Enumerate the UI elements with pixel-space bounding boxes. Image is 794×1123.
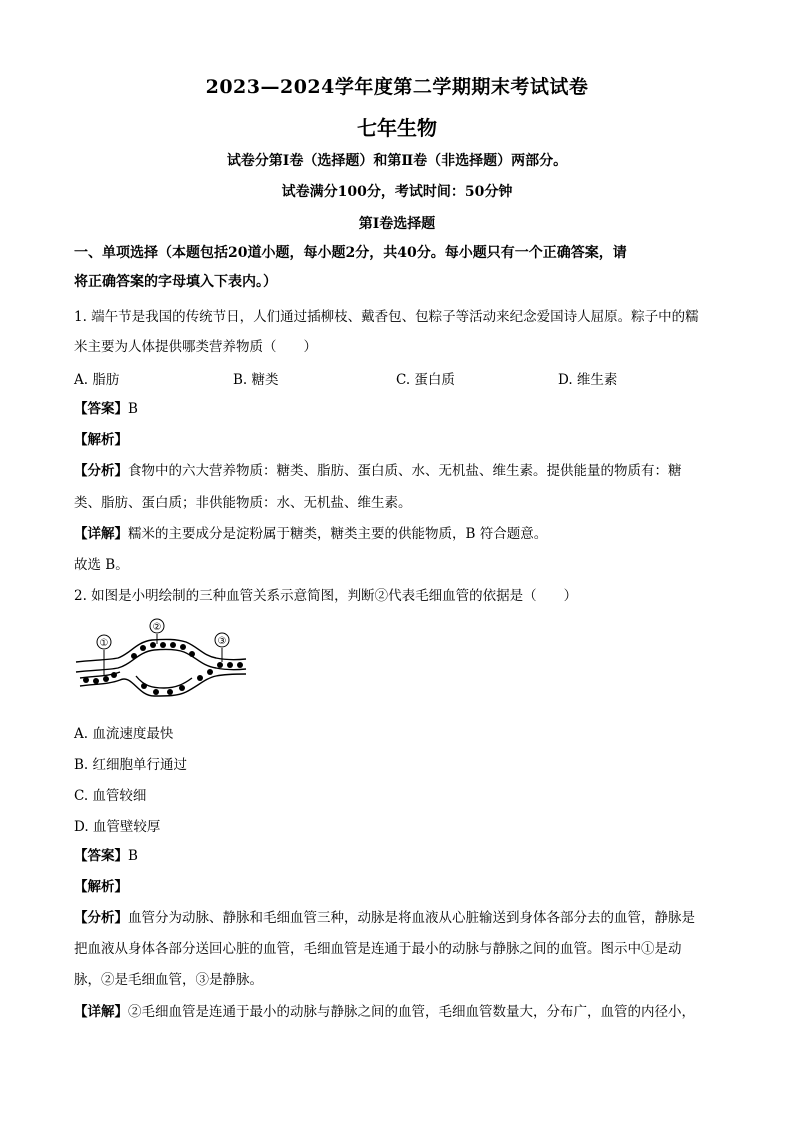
q1-option-a: A. 脂肪 xyxy=(74,372,120,388)
exam-title: 2023—2024学年度第二学期期末考试试卷 xyxy=(205,76,589,98)
q2-option-d: D. 血管壁较厚 xyxy=(74,819,161,835)
q1-stem-line-2: 米主要为人体提供哪类营养物质（ ） xyxy=(74,339,317,355)
q2-analysis-tag: 【解析】 xyxy=(74,879,128,895)
q1-fenxi-text-1: 食物中的六大营养物质：糖类、脂肪、蛋白质、水、无机盐、维生素。提供能量的物质有：糖 xyxy=(128,463,682,479)
q1-option-c: C. 蛋白质 xyxy=(396,372,455,388)
label-3: ③ xyxy=(217,636,227,647)
q1-option-d: D. 维生素 xyxy=(558,372,618,388)
q2-fenxi-line-1 xyxy=(74,908,724,928)
blood-vessel-diagram xyxy=(74,614,254,698)
q2-option-c: C. 血管较细 xyxy=(74,788,147,804)
q1-answer-value: B xyxy=(128,401,138,417)
q2-answer-value: B xyxy=(128,848,138,864)
label-2: ② xyxy=(152,622,162,633)
q2-fenxi-line-2: 把血液从身体各部分送回心脏的血管，毛细血管是连通于最小的动脉与静脉之间的血管。图示中①是动 xyxy=(74,941,682,957)
q2-xiangjie-text: ②毛细血管是连通于最小的动脉与静脉之间的血管，毛细血管数量大，分布广，血管的内径小， xyxy=(128,1004,695,1020)
answer-tag: 【答案】 xyxy=(74,401,128,417)
q1-stem-line-1: 1. 端午节是我国的传统节日，人们通过插柳枝、戴香包、包粽子等活动来纪念爱国诗人屈原。粽子中的糯 xyxy=(74,309,699,325)
q2-option-b: B. 红细胞单行通过 xyxy=(74,757,188,773)
label-1: ① xyxy=(99,638,109,649)
q2-stem: 2. 如图是小明绘制的三种血管关系示意简图，判断②代表毛细血管的依据是（ ） xyxy=(74,588,578,604)
part-1-heading: 第Ⅰ卷选择题 xyxy=(358,216,436,232)
q2-option-a: A. 血流速度最快 xyxy=(74,726,174,742)
xiangjie-tag: 【详解】 xyxy=(74,526,128,542)
q2-fenxi-line-3: 脉，②是毛细血管，③是静脉。 xyxy=(74,972,263,988)
section-instruction-line-2: 将正确答案的字母填入下表内。） xyxy=(74,274,277,290)
q2-answer xyxy=(74,846,724,866)
xiangjie-tag: 【详解】 xyxy=(74,1004,128,1020)
q1-fenxi-line-2: 类、脂肪、蛋白质；非供能物质：水、无机盐、维生素。 xyxy=(74,495,412,511)
q1-xiangjie-text: 糯米的主要成分是淀粉属于糖类，糖类主要的供能物质，B 符合题意。 xyxy=(128,526,548,542)
q2-xiangjie-line xyxy=(74,1002,724,1022)
exam-info-parts: 试卷分第Ⅰ卷（选择题）和第Ⅱ卷（非选择题）两部分。 xyxy=(226,153,568,169)
fenxi-tag: 【分析】 xyxy=(74,910,128,926)
q1-option-b: B. 糖类 xyxy=(233,372,279,388)
answer-tag: 【答案】 xyxy=(74,848,128,864)
fenxi-tag: 【分析】 xyxy=(74,463,128,479)
q1-fenxi-line-1 xyxy=(74,461,724,481)
exam-info-score-time: 试卷满分100分，考试时间：50分钟 xyxy=(281,184,513,200)
section-instruction-line-1: 一、单项选择（本题包括20道小题，每小题2分，共40分。每小题只有一个正确答案，请 xyxy=(74,245,627,261)
exam-subject: 七年生物 xyxy=(357,116,437,140)
q1-answer xyxy=(74,399,724,419)
q1-conclusion: 故选 B。 xyxy=(74,557,129,573)
q1-analysis-tag: 【解析】 xyxy=(74,432,128,448)
q1-xiangjie-line xyxy=(74,524,724,544)
label-pointers xyxy=(104,634,222,676)
q2-fenxi-text-1: 血管分为动脉、静脉和毛细血管三种，动脉是将血液从心脏输送到身体各部分去的血管，静脉是 xyxy=(128,910,695,926)
